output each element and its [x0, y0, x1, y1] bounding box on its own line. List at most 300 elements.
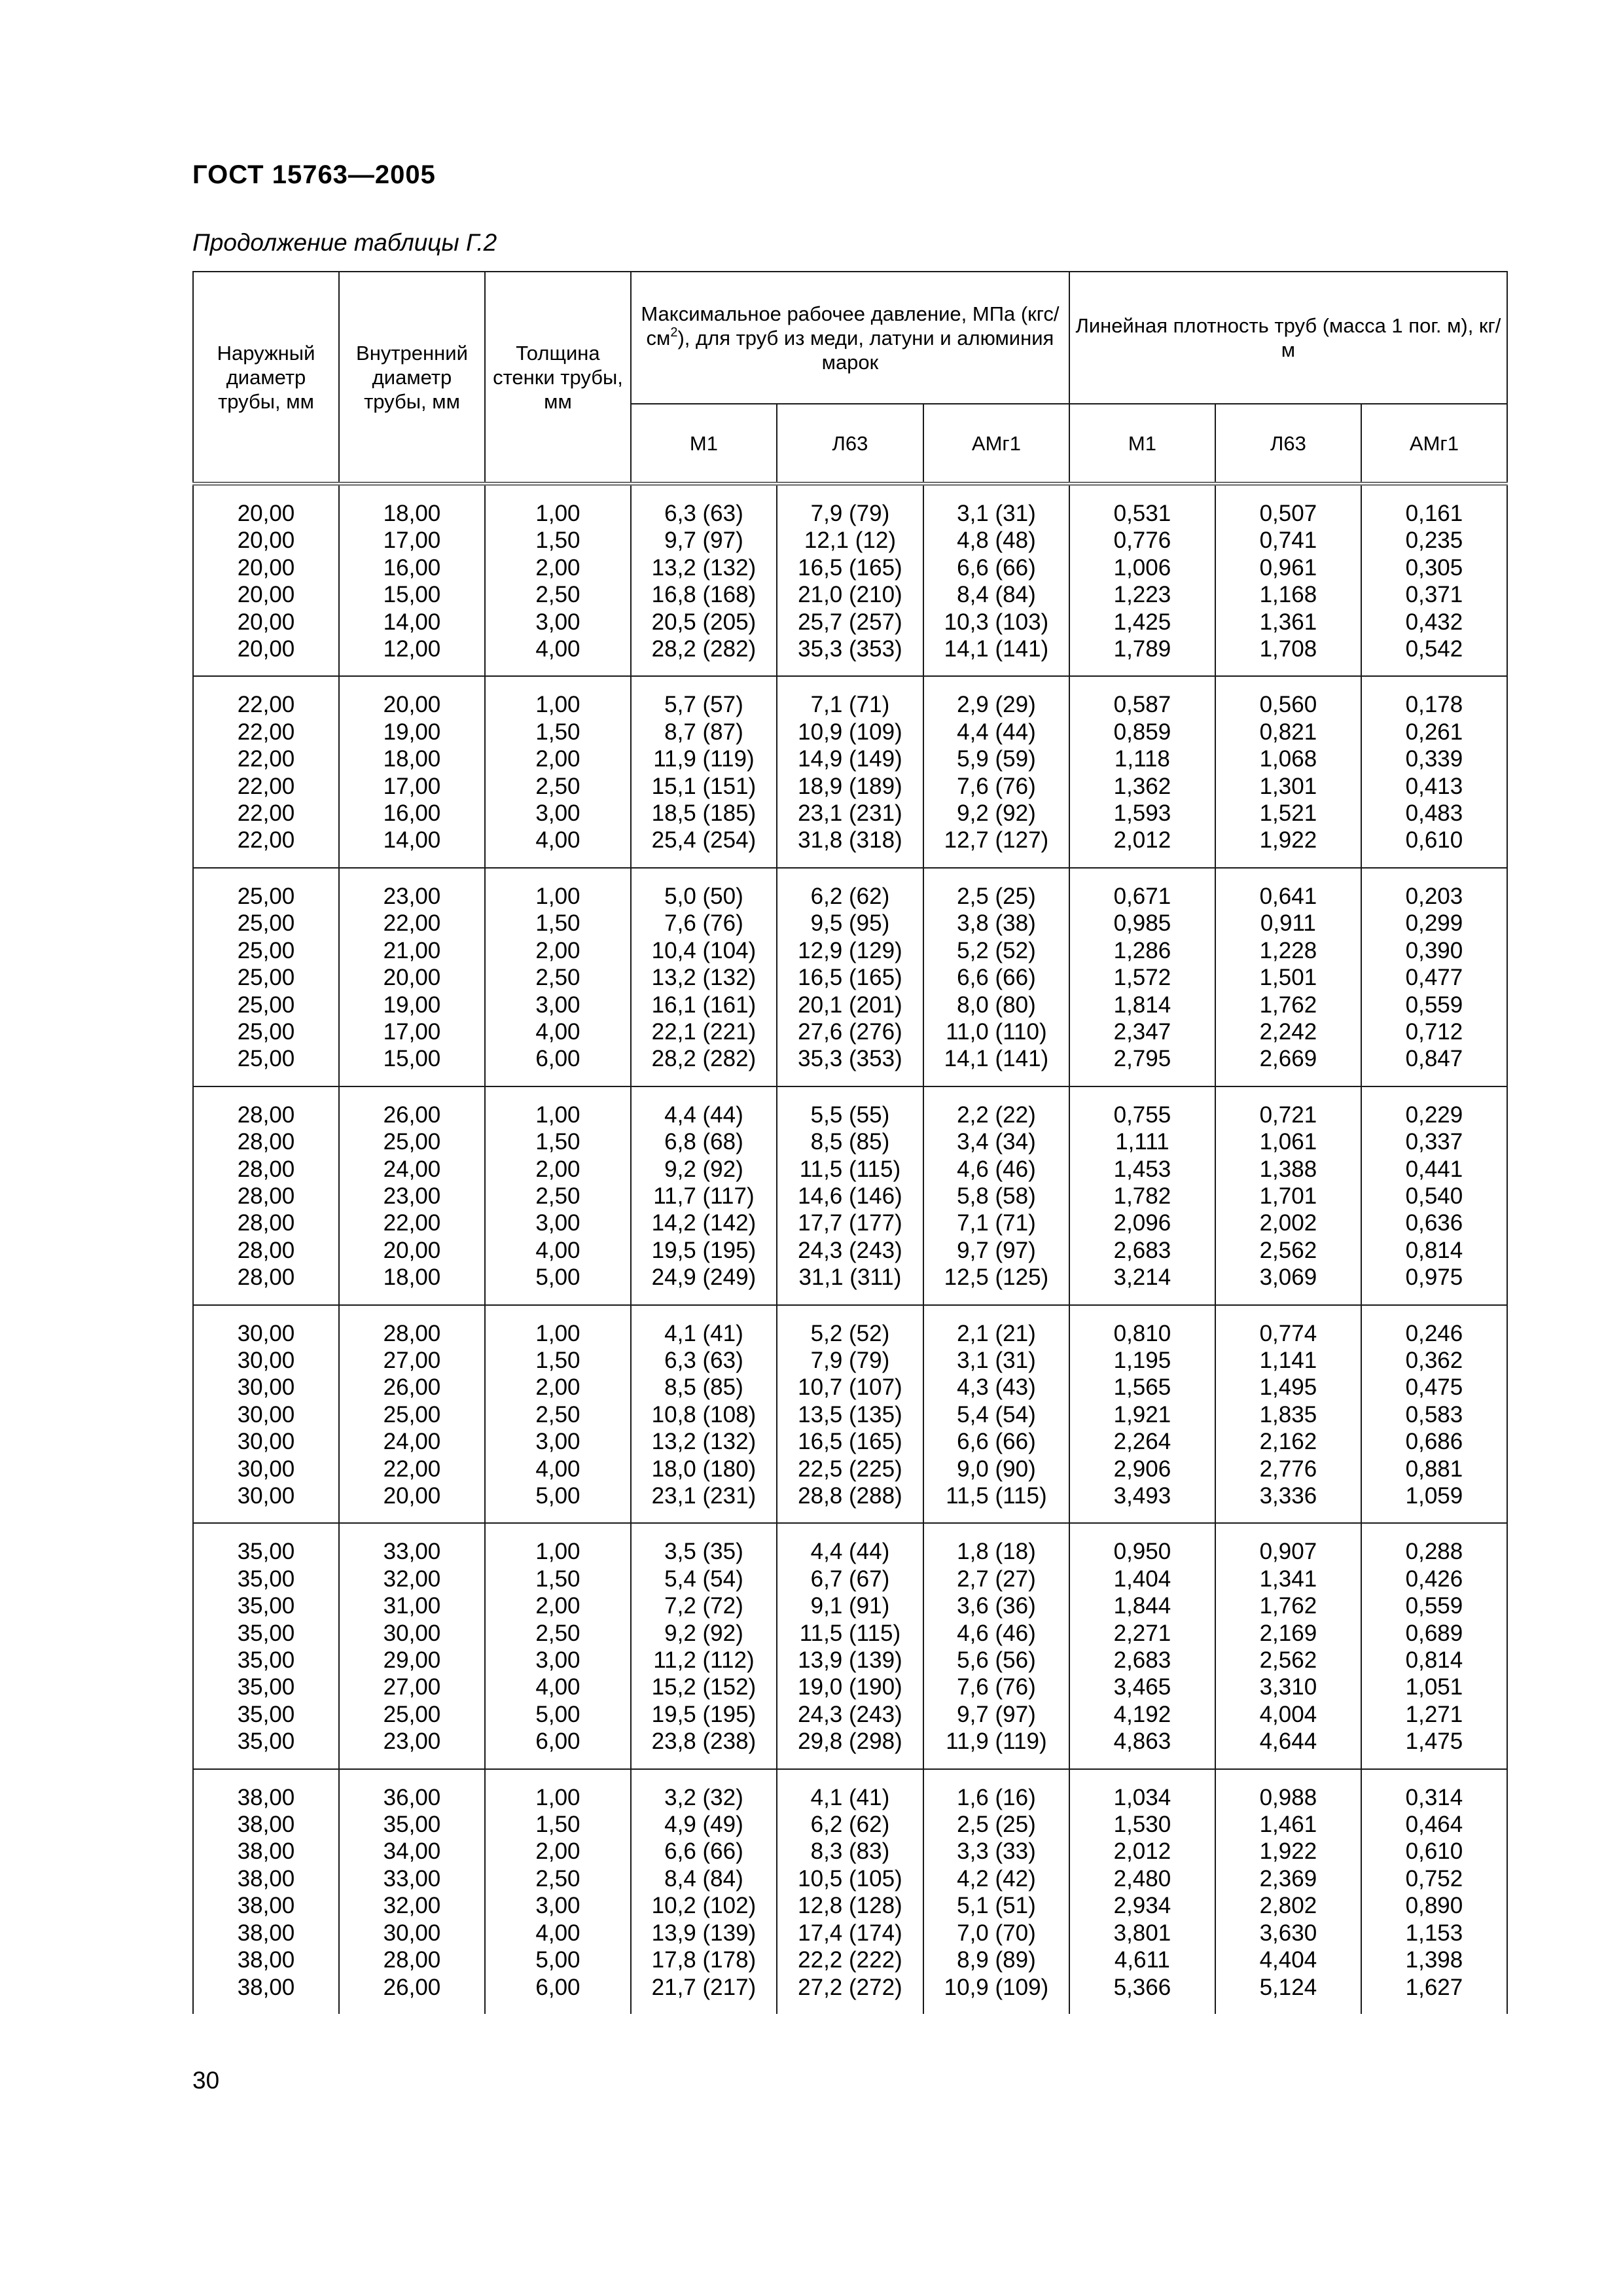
cell-value: 1,844 [1113, 1593, 1171, 1619]
cell-value: 0,531 [1113, 501, 1171, 526]
cell-value: 2,50 [535, 965, 580, 991]
cell-value: 2,50 [535, 582, 580, 608]
cell-value: 0,985 [1113, 910, 1171, 937]
cell-value: 28,00 [237, 1129, 295, 1155]
cell-value: 23,00 [383, 883, 441, 909]
cell-value: 1,034 [1113, 1784, 1171, 1810]
header-linear-density: Линейная плотность труб (масса 1 пог. м), кг/м [1069, 272, 1507, 404]
cell-value: 7,1 (71) [957, 1210, 1036, 1236]
cell-value: 26,00 [383, 1102, 441, 1128]
cell-value: 3,00 [535, 992, 580, 1018]
cell-d-amg1 [1361, 1523, 1507, 1768]
cell-value: 3,00 [535, 1429, 580, 1455]
cell-value: 10,3 (103) [944, 609, 1049, 635]
cell-value: 0,671 [1113, 883, 1171, 909]
cell-inner [339, 676, 485, 867]
cell-d-amg1 [1361, 1305, 1507, 1524]
cell-wall [485, 676, 631, 867]
cell-p-m1 [631, 868, 777, 1086]
subheader-pressure-amg1: АМг1 [923, 404, 1069, 484]
cell-value: 0,776 [1113, 528, 1171, 554]
cell-outer [193, 1305, 339, 1524]
cell-value: 1,627 [1405, 1974, 1463, 2000]
cell-value: 0,950 [1113, 1539, 1171, 1565]
cell-wall [485, 1305, 631, 1524]
cell-value: 8,5 (85) [810, 1129, 890, 1155]
pipe-specification-table [192, 271, 1508, 2014]
cell-value: 0,161 [1405, 501, 1463, 526]
cell-value: 13,5 (135) [798, 1401, 902, 1427]
cell-value: 9,2 (92) [957, 800, 1036, 827]
cell-wall [485, 484, 631, 676]
cell-value: 4,00 [535, 1456, 580, 1482]
header-outer-diameter: Наружный диаметр трубы, мм [193, 272, 339, 484]
cell-value: 25,7 (257) [798, 609, 902, 635]
cell-value: 5,366 [1113, 1974, 1171, 2000]
cell-value: 1,059 [1405, 1483, 1463, 1509]
cell-value: 3,5 (35) [664, 1539, 743, 1565]
cell-value: 3,00 [535, 1647, 580, 1674]
cell-value: 3,336 [1259, 1483, 1317, 1509]
cell-value: 4,4 (44) [957, 719, 1036, 745]
cell-value: 10,5 (105) [798, 1865, 902, 1892]
cell-value: 1,223 [1113, 582, 1171, 608]
cell-value: 16,00 [383, 554, 441, 581]
cell-value: 0,689 [1405, 1620, 1463, 1646]
cell-value: 25,00 [237, 883, 295, 909]
cell-value: 2,00 [535, 554, 580, 581]
cell-value: 24,00 [383, 1156, 441, 1182]
cell-value: 11,5 (115) [799, 1156, 901, 1182]
cell-value: 0,814 [1405, 1647, 1463, 1674]
cell-value: 2,1 (21) [957, 1320, 1036, 1346]
cell-value: 10,4 (104) [651, 937, 757, 963]
cell-value: 22,00 [237, 827, 295, 853]
cell-value: 24,3 (243) [798, 1701, 902, 1727]
cell-value: 0,507 [1259, 501, 1317, 526]
cell-d-m1 [1069, 868, 1215, 1086]
cell-value: 3,1 (31) [957, 501, 1036, 526]
cell-value: 20,1 (201) [798, 992, 902, 1018]
cell-value: 25,00 [237, 965, 295, 991]
cell-d-m1 [1069, 1305, 1215, 1524]
cell-value: 0,477 [1405, 965, 1463, 991]
cell-value: 0,810 [1113, 1320, 1171, 1346]
cell-value: 30,00 [237, 1320, 295, 1346]
cell-value: 20,00 [237, 609, 295, 635]
cell-value: 10,8 (108) [651, 1401, 757, 1427]
cell-p-l63 [777, 868, 923, 1086]
cell-value: 4,611 [1114, 1947, 1170, 1973]
cell-value: 2,00 [535, 937, 580, 963]
cell-value: 23,00 [383, 1729, 441, 1755]
cell-value: 20,00 [383, 1483, 441, 1509]
table-row-group [193, 868, 1507, 1086]
cell-value: 0,560 [1259, 692, 1317, 718]
cell-value: 1,565 [1113, 1374, 1171, 1401]
cell-wall [485, 868, 631, 1086]
cell-value: 1,922 [1259, 1839, 1317, 1865]
table-row-group [193, 1086, 1507, 1305]
cell-value: 17,00 [383, 528, 441, 554]
cell-value: 3,069 [1259, 1265, 1317, 1291]
cell-value: 16,00 [383, 800, 441, 827]
cell-value: 4,00 [535, 636, 580, 662]
cell-value: 0,413 [1405, 773, 1463, 799]
cell-value: 18,00 [383, 746, 441, 772]
cell-value: 7,1 (71) [810, 692, 890, 718]
cell-value: 14,00 [383, 827, 441, 853]
cell-value: 8,9 (89) [957, 1947, 1036, 1973]
cell-value: 0,229 [1405, 1102, 1463, 1128]
cell-value: 1,50 [535, 719, 580, 745]
cell-value: 35,00 [383, 1812, 441, 1838]
cell-value: 14,2 (142) [651, 1210, 757, 1236]
cell-p-amg1 [923, 676, 1069, 867]
header-inner-diameter: Внутренний диаметр трубы, мм [339, 272, 485, 484]
cell-value: 21,00 [383, 937, 441, 963]
cell-value: 2,096 [1113, 1210, 1171, 1236]
cell-value: 0,559 [1405, 992, 1463, 1018]
cell-value: 22,00 [237, 692, 295, 718]
subheader-pressure-l63: Л63 [777, 404, 923, 484]
subheader-density-m1: М1 [1069, 404, 1215, 484]
cell-value: 7,6 (76) [957, 773, 1036, 799]
cell-value: 30,00 [383, 1920, 441, 1946]
cell-value: 0,178 [1405, 692, 1463, 718]
cell-value: 16,5 (165) [798, 554, 902, 581]
cell-value: 0,288 [1405, 1539, 1463, 1565]
cell-value: 22,1 (221) [651, 1018, 757, 1045]
cell-value: 35,00 [237, 1539, 295, 1565]
cell-value: 0,390 [1405, 937, 1463, 963]
cell-value: 32,00 [383, 1893, 441, 1919]
cell-value: 2,683 [1113, 1647, 1171, 1674]
cell-value: 1,50 [535, 1566, 580, 1592]
cell-value: 0,203 [1405, 883, 1463, 909]
cell-value: 0,961 [1259, 554, 1317, 581]
cell-value: 4,192 [1113, 1701, 1171, 1727]
cell-value: 3,801 [1113, 1920, 1171, 1946]
cell-value: 0,362 [1405, 1347, 1463, 1373]
cell-value: 0,641 [1259, 883, 1317, 909]
cell-value: 14,00 [383, 609, 441, 635]
cell-value: 4,4 (44) [664, 1102, 743, 1128]
cell-value: 5,00 [535, 1947, 580, 1973]
cell-d-amg1 [1361, 676, 1507, 867]
cell-value: 0,441 [1405, 1156, 1463, 1182]
cell-value: 25,00 [383, 1401, 441, 1427]
cell-value: 28,00 [237, 1102, 295, 1128]
cell-value: 38,00 [237, 1893, 295, 1919]
cell-value: 16,1 (161) [651, 992, 757, 1018]
cell-p-l63 [777, 1305, 923, 1524]
cell-value: 14,6 (146) [798, 1183, 902, 1209]
cell-value: 1,521 [1259, 800, 1317, 827]
table-row-group [193, 676, 1507, 867]
cell-value: 4,8 (48) [957, 528, 1036, 554]
cell-value: 23,8 (238) [651, 1729, 757, 1755]
cell-value: 19,5 (195) [651, 1237, 757, 1263]
cell-value: 14,1 (141) [944, 636, 1049, 662]
cell-inner [339, 1523, 485, 1768]
cell-value: 38,00 [237, 1947, 295, 1973]
cell-value: 6,00 [535, 1729, 580, 1755]
cell-value: 6,3 (63) [664, 1347, 743, 1373]
cell-value: 22,00 [237, 800, 295, 827]
cell-value: 35,3 (353) [798, 636, 902, 662]
cell-value: 31,8 (318) [798, 827, 902, 853]
cell-d-m1 [1069, 1769, 1215, 2014]
cell-value: 1,572 [1113, 965, 1171, 991]
cell-value: 3,00 [535, 1210, 580, 1236]
subheader-density-l63: Л63 [1215, 404, 1361, 484]
cell-value: 8,0 (80) [957, 992, 1036, 1018]
cell-value: 0,464 [1405, 1812, 1463, 1838]
subheader-pressure-m1: М1 [631, 404, 777, 484]
cell-value: 20,00 [383, 692, 441, 718]
cell-value: 1,50 [535, 910, 580, 937]
cell-outer [193, 1086, 339, 1305]
cell-value: 27,2 (272) [798, 1974, 902, 2000]
cell-value: 4,00 [535, 827, 580, 853]
cell-value: 1,762 [1259, 992, 1317, 1018]
cell-value: 2,00 [535, 746, 580, 772]
cell-value: 14,1 (141) [944, 1046, 1049, 1072]
cell-value: 2,5 (25) [957, 883, 1036, 909]
cell-value: 0,752 [1405, 1865, 1463, 1892]
cell-value: 5,2 (52) [957, 937, 1036, 963]
cell-value: 9,7 (97) [957, 1237, 1036, 1263]
cell-value: 38,00 [237, 1784, 295, 1810]
cell-d-l63 [1215, 1305, 1361, 1524]
cell-value: 35,00 [237, 1647, 295, 1674]
cell-value: 1,530 [1113, 1812, 1171, 1838]
cell-value: 5,2 (52) [810, 1320, 890, 1346]
cell-outer [193, 868, 339, 1086]
cell-value: 3,8 (38) [957, 910, 1036, 937]
cell-wall [485, 1769, 631, 2014]
cell-value: 28,2 (282) [651, 1046, 757, 1072]
header-max-pressure: Максимальное рабочее давление, МПа $(кгс/см^2)$, для труб из меди, латуни и алюминия марок [631, 272, 1069, 404]
cell-value: 6,00 [535, 1046, 580, 1072]
cell-value: 1,425 [1113, 609, 1171, 635]
cell-value: 0,610 [1405, 1839, 1463, 1865]
cell-value: 1,271 [1405, 1701, 1463, 1727]
cell-value: 28,2 (282) [651, 636, 757, 662]
cell-value: 0,246 [1405, 1320, 1463, 1346]
cell-value: 7,2 (72) [664, 1593, 743, 1619]
cell-value: 20,5 (205) [651, 609, 757, 635]
cell-value: 1,475 [1405, 1729, 1463, 1755]
cell-value: 13,2 (132) [651, 554, 757, 581]
cell-value: 0,741 [1259, 528, 1317, 554]
cell-value: 33,00 [383, 1539, 441, 1565]
cell-value: 9,0 (90) [957, 1456, 1036, 1482]
cell-value: 1,501 [1259, 965, 1317, 991]
cell-value: 28,00 [237, 1265, 295, 1291]
cell-value: 35,3 (353) [798, 1046, 902, 1072]
cell-p-l63 [777, 484, 923, 676]
cell-p-amg1 [923, 1305, 1069, 1524]
cell-value: 0,907 [1259, 1539, 1317, 1565]
cell-value: 1,50 [535, 1812, 580, 1838]
cell-value: 0,721 [1259, 1102, 1317, 1128]
cell-value: 6,2 (62) [810, 883, 890, 909]
cell-value: 1,195 [1113, 1347, 1171, 1373]
cell-value: 34,00 [383, 1839, 441, 1865]
cell-value: 0,305 [1405, 554, 1463, 581]
cell-value: 16,8 (168) [651, 582, 757, 608]
cell-value: 4,004 [1259, 1701, 1317, 1727]
cell-value: 1,922 [1259, 827, 1317, 853]
cell-value: 8,3 (83) [810, 1839, 890, 1865]
cell-value: 13,2 (132) [651, 1429, 757, 1455]
cell-value: 2,264 [1113, 1429, 1171, 1455]
cell-p-m1 [631, 1769, 777, 2014]
cell-value: 35,00 [237, 1729, 295, 1755]
cell-value: 6,6 (66) [957, 1429, 1036, 1455]
cell-value: 6,8 (68) [664, 1129, 743, 1155]
cell-value: 9,7 (97) [664, 528, 743, 554]
cell-wall [485, 1523, 631, 1768]
cell-value: 1,835 [1259, 1401, 1317, 1427]
cell-value: 17,8 (178) [651, 1947, 757, 1973]
cell-value: 20,00 [237, 501, 295, 526]
cell-value: 1,762 [1259, 1593, 1317, 1619]
cell-value: 2,5 (25) [957, 1812, 1036, 1838]
cell-d-m1 [1069, 676, 1215, 867]
cell-value: 2,012 [1113, 1839, 1171, 1865]
cell-d-amg1 [1361, 868, 1507, 1086]
cell-value: 2,369 [1259, 1865, 1317, 1892]
cell-value: 4,00 [535, 1920, 580, 1946]
cell-value: 0,712 [1405, 1018, 1463, 1045]
cell-value: 29,8 (298) [798, 1729, 902, 1755]
cell-value: 22,00 [383, 1210, 441, 1236]
cell-value: 7,9 (79) [810, 1347, 890, 1373]
cell-value: 28,00 [237, 1156, 295, 1182]
cell-value: 35,00 [237, 1566, 295, 1592]
cell-value: 0,426 [1405, 1566, 1463, 1592]
cell-value: 0,859 [1113, 719, 1171, 745]
cell-value: 23,1 (231) [651, 1483, 757, 1509]
cell-value: 30,00 [237, 1374, 295, 1401]
cell-value: 19,0 (190) [798, 1674, 902, 1700]
cell-value: 24,3 (243) [798, 1237, 902, 1263]
cell-p-amg1 [923, 1523, 1069, 1768]
cell-value: 15,00 [383, 1046, 441, 1072]
cell-value: 1,495 [1259, 1374, 1317, 1401]
header-wall-thickness: Толщина стенки трубы, мм [485, 272, 631, 484]
cell-value: 20,00 [237, 582, 295, 608]
cell-value: 5,00 [535, 1265, 580, 1291]
cell-value: 1,814 [1113, 992, 1171, 1018]
cell-value: 30,00 [237, 1456, 295, 1482]
cell-p-m1 [631, 676, 777, 867]
table-body [193, 484, 1507, 2014]
cell-value: 1,006 [1113, 554, 1171, 581]
cell-p-amg1 [923, 1769, 1069, 2014]
cell-value: 38,00 [237, 1839, 295, 1865]
cell-value: 2,2 (22) [957, 1102, 1036, 1128]
cell-value: 9,5 (95) [810, 910, 890, 937]
cell-d-l63 [1215, 868, 1361, 1086]
cell-value: 35,00 [237, 1674, 295, 1700]
cell-value: 38,00 [237, 1974, 295, 2000]
cell-value: 1,404 [1113, 1566, 1171, 1592]
cell-value: 13,9 (139) [798, 1647, 902, 1674]
cell-value: 5,6 (56) [957, 1647, 1036, 1674]
document-header: ГОСТ 15763—2005 [192, 160, 436, 189]
cell-value: 25,00 [237, 937, 295, 963]
cell-value: 22,00 [383, 910, 441, 937]
cell-value: 7,0 (70) [957, 1920, 1036, 1946]
cell-value: 30,00 [383, 1620, 441, 1646]
cell-value: 27,00 [383, 1347, 441, 1373]
cell-value: 28,8 (288) [798, 1483, 902, 1509]
cell-value: 2,669 [1259, 1046, 1317, 1072]
cell-value: 20,00 [383, 1237, 441, 1263]
cell-value: 10,2 (102) [651, 1893, 757, 1919]
cell-value: 0,337 [1405, 1129, 1463, 1155]
cell-value: 3,214 [1113, 1265, 1171, 1291]
cell-value: 17,00 [383, 773, 441, 799]
cell-value: 3,465 [1113, 1674, 1171, 1700]
cell-value: 17,4 (174) [798, 1920, 902, 1946]
cell-outer [193, 676, 339, 867]
cell-value: 2,002 [1259, 1210, 1317, 1236]
cell-value: 1,00 [535, 501, 580, 526]
cell-value: 17,00 [383, 1018, 441, 1045]
cell-value: 17,7 (177) [798, 1210, 902, 1236]
cell-value: 4,6 (46) [957, 1620, 1036, 1646]
cell-value: 16,5 (165) [798, 1429, 902, 1455]
cell-value: 2,683 [1113, 1237, 1171, 1263]
cell-value: 2,9 (29) [957, 692, 1036, 718]
cell-p-amg1 [923, 868, 1069, 1086]
cell-value: 1,051 [1405, 1674, 1463, 1700]
cell-value: 1,00 [535, 1320, 580, 1346]
cell-value: 2,271 [1113, 1620, 1171, 1646]
cell-value: 21,7 (217) [651, 1974, 757, 2000]
cell-value: 2,795 [1113, 1046, 1171, 1072]
cell-value: 5,4 (54) [664, 1566, 743, 1592]
cell-value: 3,00 [535, 800, 580, 827]
cell-value: 4,404 [1259, 1947, 1317, 1973]
cell-d-l63 [1215, 1086, 1361, 1305]
cell-value: 25,00 [237, 992, 295, 1018]
cell-value: 13,2 (132) [651, 965, 757, 991]
cell-value: 3,00 [535, 1893, 580, 1919]
table-row-group [193, 1523, 1507, 1768]
cell-value: 5,9 (59) [957, 746, 1036, 772]
cell-value: 9,1 (91) [810, 1593, 890, 1619]
cell-value: 5,4 (54) [957, 1401, 1036, 1427]
cell-inner [339, 868, 485, 1086]
cell-value: 1,361 [1259, 609, 1317, 635]
cell-value: 2,802 [1259, 1893, 1317, 1919]
cell-p-m1 [631, 1086, 777, 1305]
cell-value: 3,4 (34) [957, 1129, 1036, 1155]
cell-value: 22,00 [237, 746, 295, 772]
cell-d-l63 [1215, 1769, 1361, 2014]
cell-value: 11,5 (115) [946, 1483, 1047, 1509]
cell-value: 1,341 [1259, 1566, 1317, 1592]
table-row-group [193, 484, 1507, 676]
cell-value: 1,8 (18) [957, 1539, 1036, 1565]
cell-value: 12,00 [383, 636, 441, 662]
